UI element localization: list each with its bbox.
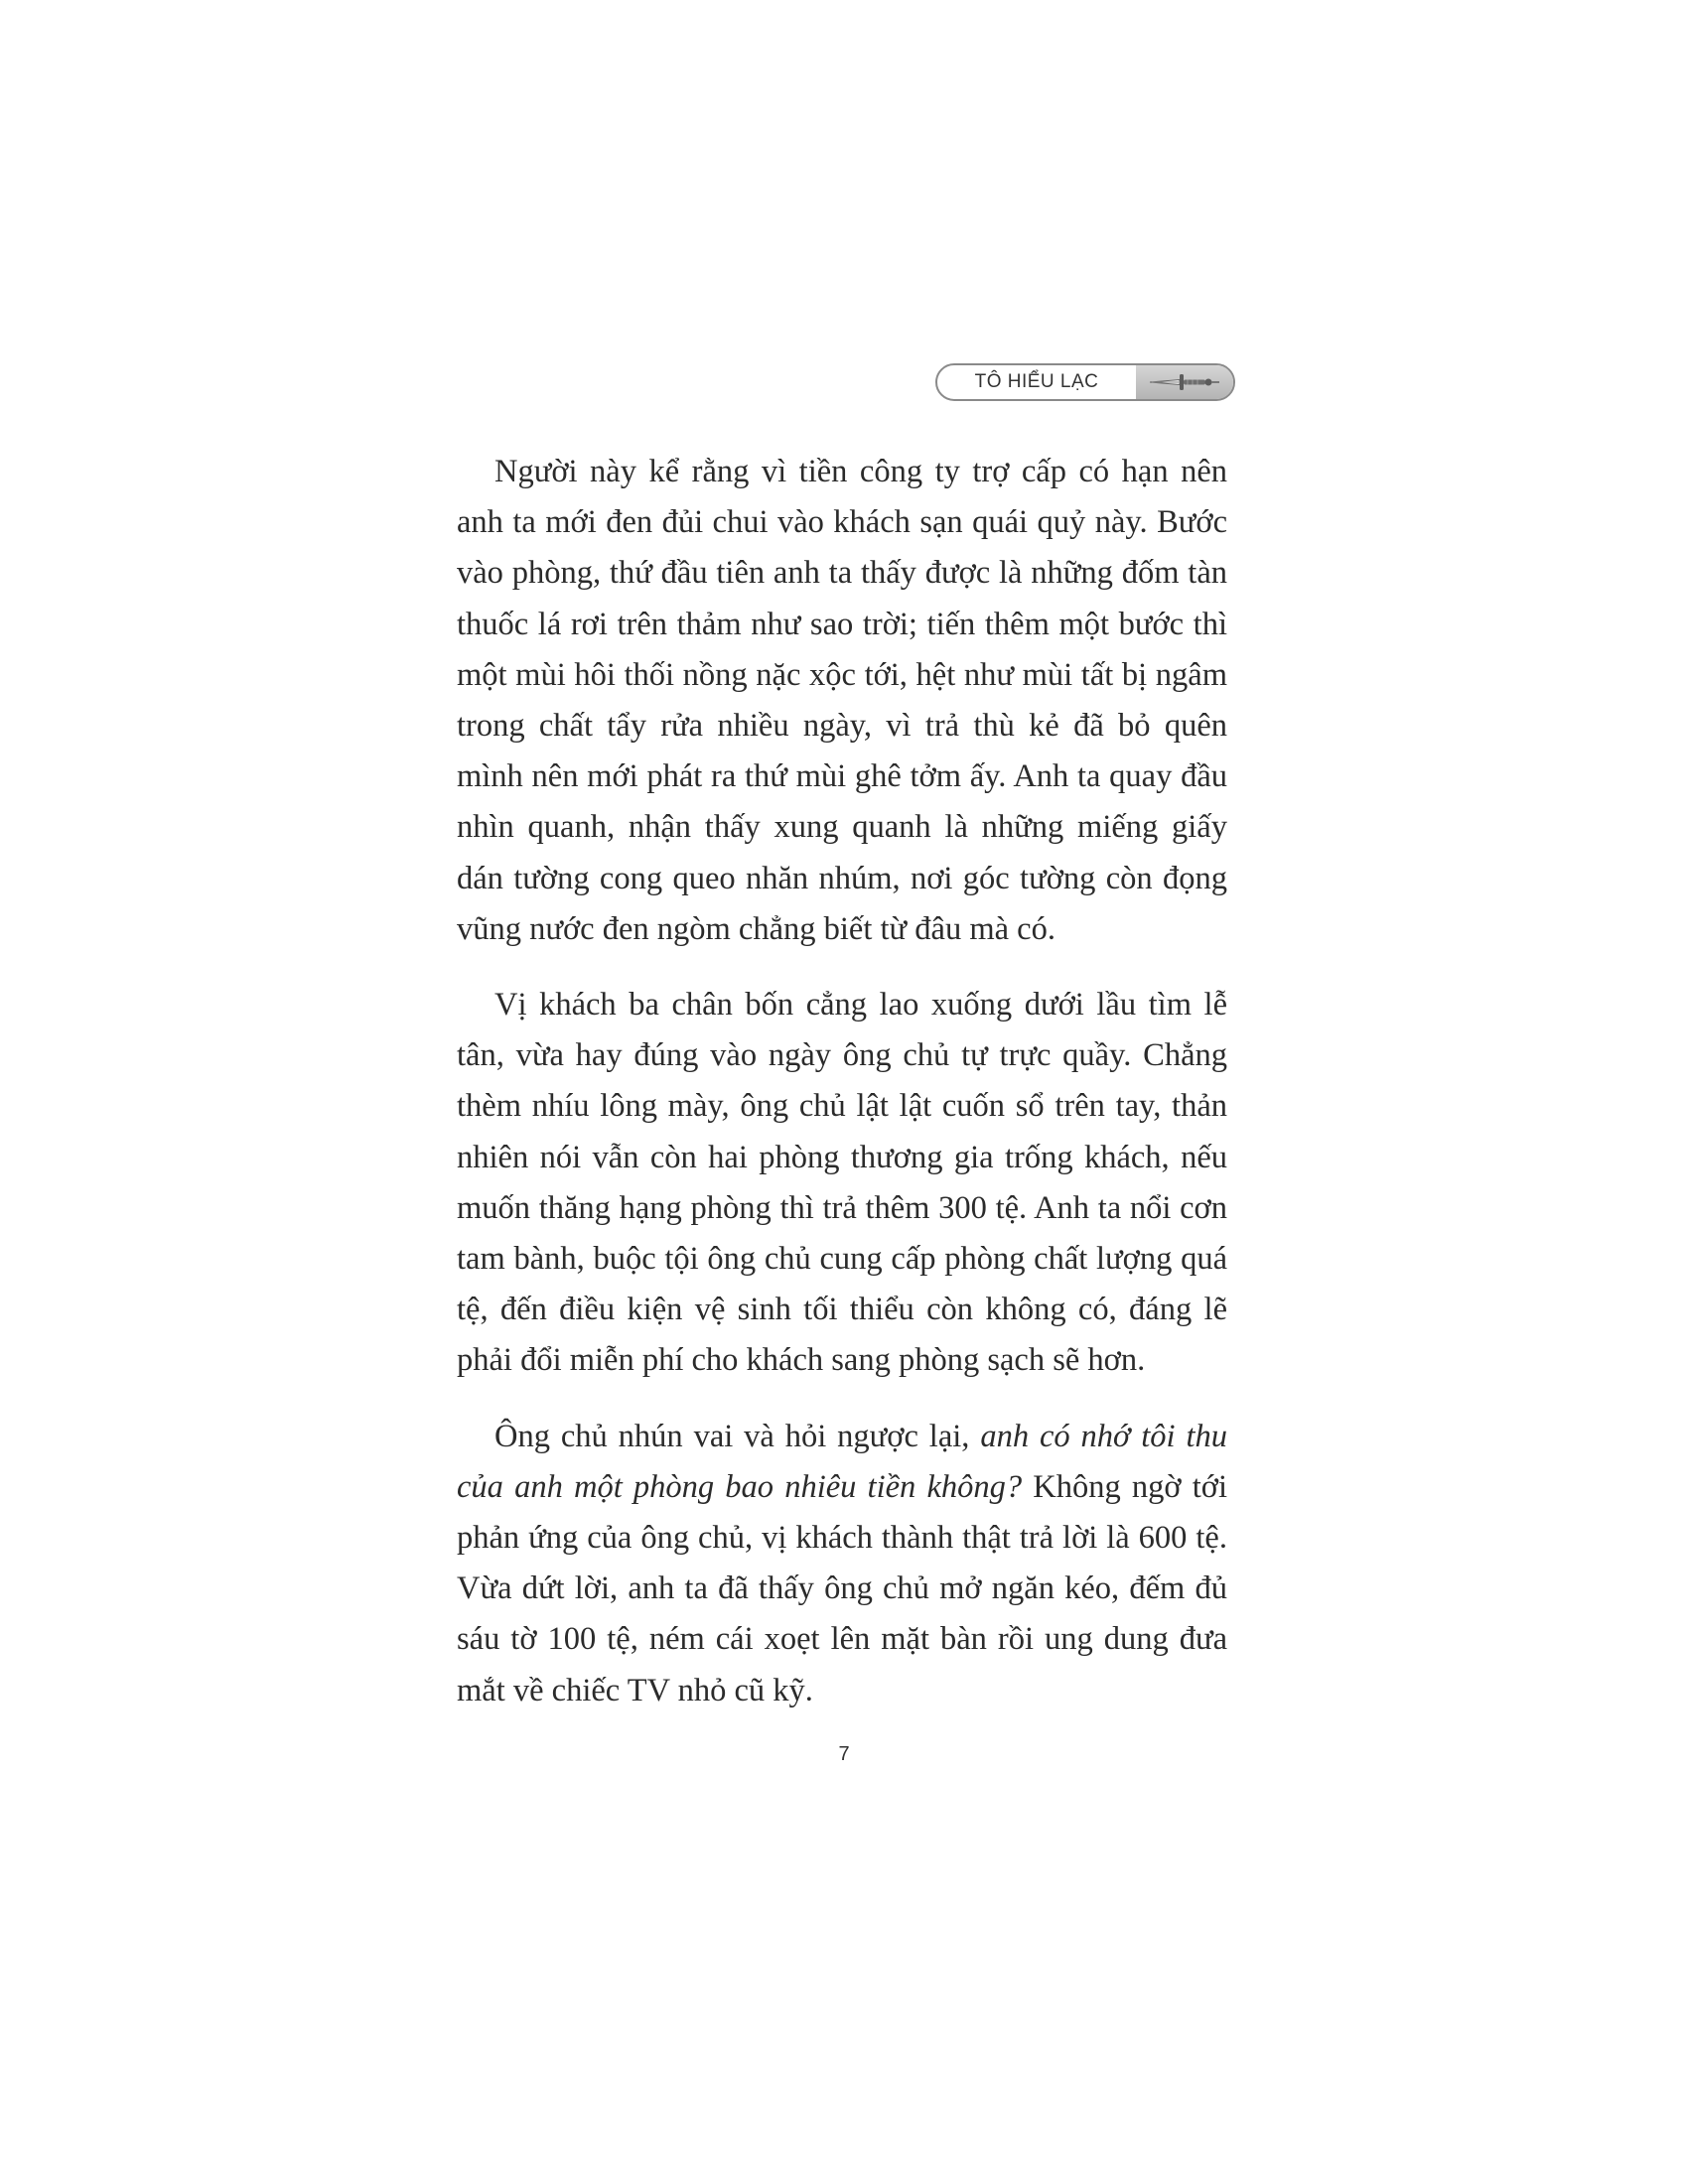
- running-header: [935, 363, 1235, 401]
- paragraph-2: Vị khách ba chân bốn cẳng lao xuống dưới lầu tìm lễ tân, vừa hay đúng vào ngày ông chủ tự trực quầy. Chẳng thèm nhíu lông mày, ông chủ lật lật cuốn sổ trên tay, thản nhiên nói vẫn còn hai phòng thương gia trống khách, nếu muốn thăng hạng phòng thì trả thêm 300 tệ. Anh ta nổi cơn tam bành, buộc tội ông chủ cung cấp phòng chất lượng quá tệ, đến điều kiện vệ sinh tối thiểu còn không có, đáng lẽ phải đổi miễn phí cho khách sang phòng sạch sẽ hơn.: [457, 987, 1227, 1379]
- body-text: [457, 447, 1227, 1716]
- paragraph-3-before: Ông chủ nhún vai và hỏi ngược lại,: [494, 1418, 981, 1454]
- paragraph-3: [457, 1412, 1227, 1716]
- paragraph-3-italic: anh có nhớ tôi thu của anh một phòng bao nhiêu tiền không?: [457, 1418, 1228, 1505]
- header-author: TÔ HIỂU LẠC: [974, 371, 1099, 392]
- paragraph-1: Người này kể rằng vì tiền công ty trợ cấp có hạn nên anh ta mới đen đủi chui vào khách sạn quái quỷ này. Bước vào phòng, thứ đầu tiên anh ta thấy được là những đốm tàn thuốc lá rơi trên thảm như sao trời; tiến thêm một bước thì một mùi hôi thối nồng nặc xộc tới, hệt như mùi tất bị ngâm trong chất tẩy rửa nhiều ngày, vì trả thù kẻ đã bỏ quên mình nên mới phát ra thứ mùi ghê tởm ấy. Anh ta quay đầu nhìn quanh, nhận thấy xung quanh là những miếng giấy dán tường cong queo nhăn nhúm, nơi góc tường còn đọng vũng nước đen ngòm chẳng biết từ đâu mà có.: [457, 454, 1227, 947]
- paragraph-3-after: Không ngờ tới phản ứng của ông chủ, vị khách thành thật trả lời là 600 tệ. Vừa dứt lời, anh ta đã thấy ông chủ mở ngăn kéo, đếm đủ sáu tờ 100 tệ, ném cái xoẹt lên mặt bàn rồi ung dung đưa mắt về chiếc TV nhỏ cũ kỹ.: [457, 1468, 1227, 1708]
- page-number: 7: [838, 1743, 850, 1765]
- sword-icon: [1146, 371, 1223, 393]
- header-ornament: [1136, 365, 1233, 399]
